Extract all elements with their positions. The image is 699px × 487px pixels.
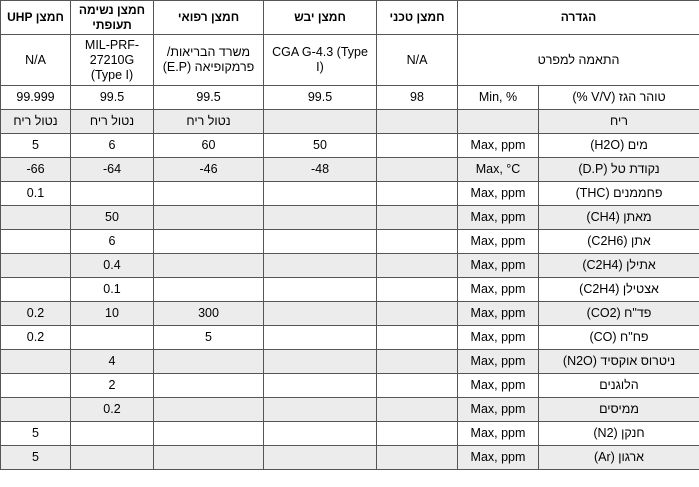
cell-uhp: 99.999 [1,86,71,110]
cell-dry [264,182,377,206]
cell-property-label: מאתן (CH4) [539,206,699,230]
cell-dry [264,398,377,422]
cell-unit: Max, ppm [458,422,539,446]
cell-aviation: 4 [71,350,154,374]
cell-medical [154,182,264,206]
header-uhp: חמצן UHP [1,1,71,35]
cell-medical [154,254,264,278]
cell-dry [264,446,377,470]
cell-property-label: טוהר הגז (V/V %) [539,86,699,110]
cell-property-label: הלוגנים [539,374,699,398]
cell-property-label: פד"ח (CO2) [539,302,699,326]
cell-medical [154,206,264,230]
cell-unit: Max, ppm [458,254,539,278]
cell-uhp [1,206,71,230]
header-definition: הגדרה [458,1,699,35]
cell-aviation: 0.1 [71,278,154,302]
cell-technical [377,182,458,206]
cell-unit: Max, ppm [458,446,539,470]
cell-dry [264,230,377,254]
cell-medical [154,230,264,254]
cell-aviation: 50 [71,206,154,230]
cell-dry: -48 [264,158,377,182]
table-body [1,1,699,470]
table-row [1,326,699,350]
cell-unit: Max, ppm [458,134,539,158]
cell-unit: Max, ppm [458,302,539,326]
cell-aviation: נטול ריח [71,110,154,134]
table-row [1,158,699,182]
table-row [1,110,699,134]
cell-aviation: 6 [71,230,154,254]
cell-uhp [1,398,71,422]
conformance-dry: CGA G-4.3 (Type I) [264,35,377,86]
cell-property-label: אתילן (C2H4) [539,254,699,278]
cell-aviation: -64 [71,158,154,182]
cell-property-label: ניטרוס אוקסיד (N2O) [539,350,699,374]
cell-technical [377,398,458,422]
conformance-label: התאמה למפרט [458,35,699,86]
cell-medical [154,350,264,374]
table-row [1,230,699,254]
cell-dry [264,422,377,446]
table-row [1,374,699,398]
table-row [1,446,699,470]
cell-aviation: 0.4 [71,254,154,278]
cell-dry [264,374,377,398]
cell-uhp: 0.2 [1,302,71,326]
cell-aviation: 6 [71,134,154,158]
cell-aviation [71,446,154,470]
cell-uhp: נטול ריח [1,110,71,134]
cell-dry [264,206,377,230]
cell-dry [264,110,377,134]
cell-property-label: פחממנים (THC) [539,182,699,206]
cell-uhp: 5 [1,446,71,470]
cell-dry [264,350,377,374]
cell-aviation [71,422,154,446]
cell-aviation: 0.2 [71,398,154,422]
cell-unit: Max, °C [458,158,539,182]
cell-technical [377,350,458,374]
table-row [1,254,699,278]
cell-dry: 50 [264,134,377,158]
conformance-uhp: N/A [1,35,71,86]
header-technical: חמצן טכני [377,1,458,35]
cell-uhp [1,350,71,374]
cell-medical [154,278,264,302]
cell-property-label: ממיסים [539,398,699,422]
cell-property-label: פח"ח (CO) [539,326,699,350]
table-row [1,350,699,374]
table-row [1,422,699,446]
cell-technical [377,446,458,470]
cell-medical: נטול ריח [154,110,264,134]
header-medical: חמצן רפואי [154,1,264,35]
cell-aviation: 10 [71,302,154,326]
cell-unit: Max, ppm [458,350,539,374]
cell-aviation [71,326,154,350]
cell-technical [377,422,458,446]
cell-unit: Min, % [458,86,539,110]
cell-medical [154,422,264,446]
cell-technical [377,206,458,230]
conformance-aviation: MIL-PRF-27210G (Type I) [71,35,154,86]
cell-unit: Max, ppm [458,182,539,206]
table-row [1,398,699,422]
cell-uhp: 5 [1,422,71,446]
cell-technical [377,302,458,326]
conformance-technical: N/A [377,35,458,86]
cell-uhp [1,374,71,398]
cell-technical: 98 [377,86,458,110]
cell-aviation: 99.5 [71,86,154,110]
cell-uhp: 0.1 [1,182,71,206]
cell-technical [377,326,458,350]
cell-uhp: 0.2 [1,326,71,350]
cell-unit: Max, ppm [458,230,539,254]
cell-technical [377,110,458,134]
cell-medical: 5 [154,326,264,350]
cell-unit [458,110,539,134]
cell-property-label: חנקן (N2) [539,422,699,446]
cell-medical [154,374,264,398]
cell-property-label: ארגון (Ar) [539,446,699,470]
table-row [1,86,699,110]
table-row [1,182,699,206]
cell-unit: Max, ppm [458,326,539,350]
cell-uhp [1,230,71,254]
table-row [1,134,699,158]
cell-technical [377,158,458,182]
cell-technical [377,374,458,398]
cell-technical [377,134,458,158]
cell-property-label: אצטילן (C2H4) [539,278,699,302]
cell-aviation: 2 [71,374,154,398]
cell-unit: Max, ppm [458,374,539,398]
cell-property-label: מים (H2O) [539,134,699,158]
cell-uhp [1,254,71,278]
cell-technical [377,278,458,302]
cell-medical [154,446,264,470]
cell-dry [264,254,377,278]
cell-medical: -46 [154,158,264,182]
cell-unit: Max, ppm [458,398,539,422]
table-row [1,302,699,326]
cell-technical [377,230,458,254]
cell-medical [154,398,264,422]
cell-medical: 300 [154,302,264,326]
table-row [1,206,699,230]
cell-property-label: ריח [539,110,699,134]
table-row [1,278,699,302]
cell-technical [377,254,458,278]
cell-unit: Max, ppm [458,278,539,302]
cell-unit: Max, ppm [458,206,539,230]
cell-medical: 99.5 [154,86,264,110]
cell-medical: 60 [154,134,264,158]
cell-dry: 99.5 [264,86,377,110]
cell-dry [264,326,377,350]
cell-property-label: נקודת טל (D.P) [539,158,699,182]
header-row [1,1,699,35]
cell-uhp: -66 [1,158,71,182]
conformance-row [1,35,699,86]
cell-dry [264,278,377,302]
header-dry: חמצן יבש [264,1,377,35]
cell-uhp [1,278,71,302]
cell-dry [264,302,377,326]
cell-property-label: אתן (C2H6) [539,230,699,254]
header-aviation: חמצן נשימה תעופתי [71,1,154,35]
cell-aviation [71,182,154,206]
conformance-medical: משרד הבריאות/ פרמקופיאה (E.P) [154,35,264,86]
cell-uhp: 5 [1,134,71,158]
